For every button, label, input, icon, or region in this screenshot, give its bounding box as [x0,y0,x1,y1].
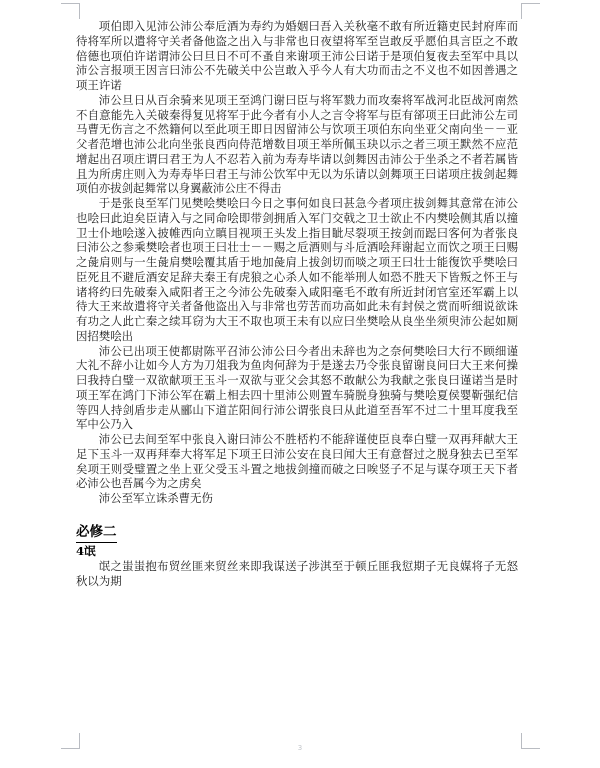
poem-paragraph: 氓之蚩蚩抱布贸丝匪来贸丝来即我谋送子涉淇至于顿丘匪我愆期子无良媒将子无怒秋以为期 [76,558,518,588]
lesson-heading-meng: 4氓 [76,543,96,558]
body-paragraph: 沛公旦日从百余骑来见项王至鸿门谢曰臣与将军戮力而攻秦将军战河北臣战河南然不自意能先入关破秦得复见将军于此今者有小人之言令将军与臣有郤项王曰此沛公左司马曹无伤言之不然籍何以至此项王即日因留沛公与饮项王项伯东向坐亚父南向坐－－亚父者范增也沛公北向坐张良西向侍范增数目项王举所佩玉玦以示之者三项王默然不应范增起出召项庄谓曰君王为人不忍若入前为寿寿毕请以剑舞因击沛公于坐杀之不者若属皆且为所虏庄则入为寿寿毕曰君王与沛公饮军中无以为乐请以剑舞项王曰诺项庄拔剑起舞项伯亦拔剑起舞常以身翼蔽沛公庄不得击 [76,92,518,196]
body-paragraph: 沛公已去间至军中张良入谢曰沛公不胜桮杓不能辞谨使臣良奉白璧一双再拜献大王足下玉斗一双再拜奉大将军足下项王曰沛公安在良曰闻大王有意督过之脱身独去已至军矣项王则受璧置之坐上亚父受玉斗置之地拔剑撞而破之曰唉竖子不足与谋夺项王天下者必沛公也吾属今为之虏矣 [76,432,518,491]
section-spacer [76,506,518,520]
body-paragraph: 于是张良至军门见樊哙樊哙曰今日之事何如良曰甚急今者项庄拔剑舞其意常在沛公也哙曰此迫矣臣请入与之同命哙即带剑拥盾入军门交戟之卫士欲止不内樊哙侧其盾以撞卫士仆地哙遂入披帷西向立瞋目视项王头发上指目眦尽裂项王按剑而跽曰客何为者张良曰沛公之参乘樊哙者也项王曰壮士－－赐之卮酒则与斗卮酒哙拜谢起立而饮之项王曰赐之彘肩则与一生彘肩樊哙覆其盾于地加彘肩上拔剑切而啖之项王曰壮士能復饮乎樊哙曰臣死且不避卮酒安足辞夫秦王有虎狼之心杀人如不能举刑人如恐不胜天下皆叛之怀王与诸将约曰先破秦入咸阳者王之今沛公先破秦入咸阳毫毛不敢有所近封闭官室还军霸上以待大王来故遣将守关者备他盗出入与非常也劳苦而功高如此未有封侯之赏而听细说欲诛有功之人此亡秦之续耳窃为大王不取也项王未有以应曰坐樊哙从良坐坐须臾沛公起如厕因招樊哙出 [76,196,518,343]
page-number: 3 [297,744,303,752]
document-text-column [76,19,518,588]
body-paragraph: 沛公至军立诛杀曹无伤 [98,491,213,505]
section-heading-required-volume-two: 必修二 [76,523,117,543]
margin-corner-mark-top-left [61,3,80,19]
heading-1-container [76,520,518,543]
body-paragraph: 项伯即入见沛公沛公奉卮酒为寿约为婚姻曰吾入关秋毫不敢有所近籍吏民封府库而待将军所以遣将守关者备他盗之出入与非常也日夜望将军至岂敢反乎愿伯具言臣之不敢倍德也项伯许诺谓沛公曰旦日不可不蚤自来谢项王沛公曰诺于是项伯复夜去至军中具以沛公言报项王因言曰沛公不先破关中公岂敢入乎今人有大功而击之不义也不如因善遇之项王许诺 [76,19,518,92]
margin-corner-mark-top-right [521,3,540,19]
body-paragraph: 沛公已出项王使都尉陈平召沛公沛公曰今者出未辞也为之奈何樊哙曰大行不顾细谨大礼不辞小让如今人方为刀俎我为鱼肉何辞为于是遂去乃令张良留谢良问曰大王来何操曰我持白璧一双欲献项王玉斗一双欲与亚父会其怒不敢献公为我献之张良曰谨诺当是时项王军在鸿门下沛公军在霸上相去四十里沛公则置车骑脱身独骑与樊哙夏侯婴靳强纪信等四人持剑盾步走从郦山下道芷阳间行沛公谓张良曰从此道至吾军不过二十里耳度我至军中公乃入 [76,343,518,432]
